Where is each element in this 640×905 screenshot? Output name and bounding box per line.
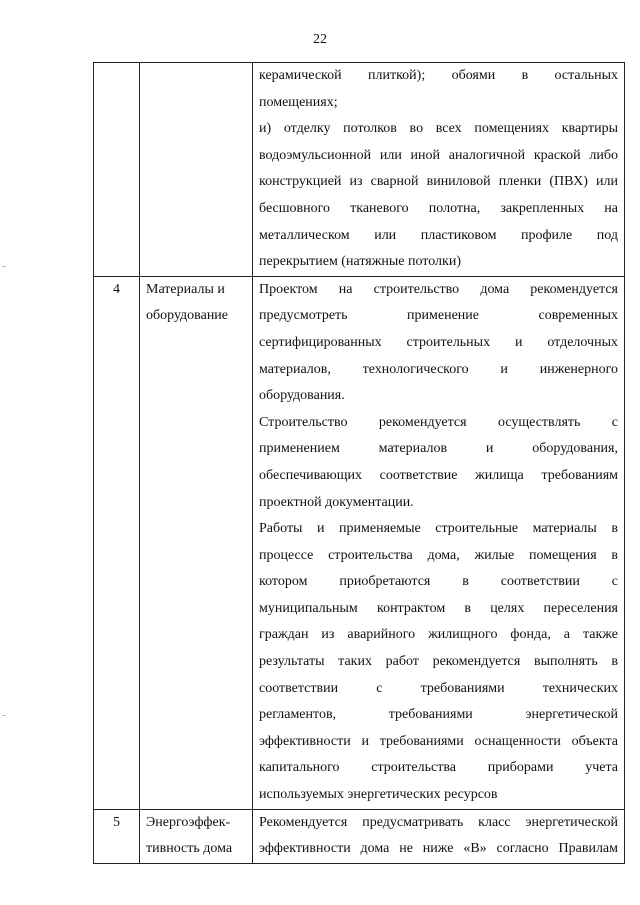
table-body <box>94 63 625 864</box>
description-line: бесшовного тканевого полотна, закрепленных на <box>259 200 618 216</box>
row-name-line: Материалы и <box>146 281 225 297</box>
row-number-cell <box>94 276 140 809</box>
row-number-cell <box>94 63 140 277</box>
row-description-cell <box>253 276 625 809</box>
description-line: обеспечивающих соответствие жилища требованиям <box>259 467 618 483</box>
description-line: эффективности и требованиями оснащенности объекта <box>259 733 618 749</box>
description-line: регламентов, требованиями энергетической <box>259 707 618 723</box>
description-paragraph <box>259 410 618 516</box>
margin-tick <box>2 266 6 267</box>
description-line: используемых энергетических ресурсов <box>259 787 498 803</box>
table-row <box>94 276 625 809</box>
margin-tick <box>2 715 6 716</box>
row-number-cell <box>94 809 140 863</box>
requirements-table <box>93 62 625 864</box>
description-line: муниципальным контрактом в целях переселения <box>259 600 618 616</box>
description-line: керамической плиткой); обоями в остальных <box>259 68 618 83</box>
row-name-cell <box>140 276 253 809</box>
description-line: капитального строительства приборами учета <box>259 760 618 776</box>
description-line: материалов, технологического и инженерного <box>259 361 618 377</box>
row-name-line: Энергоэффек- <box>146 814 231 830</box>
row-name-line: оборудование <box>146 307 229 323</box>
description-line: эффективности дома не ниже «В» согласно Правилам <box>259 841 618 857</box>
description-line: Рекомендуется предусматривать класс энергетической <box>259 814 618 830</box>
description-line: Работы и применяемые строительные материалы в <box>259 521 618 537</box>
description-line: соответствии с требованиями технических <box>259 680 618 696</box>
description-paragraph <box>259 810 618 863</box>
description-paragraph <box>259 277 618 410</box>
row-name-line: тивность дома <box>146 840 233 856</box>
row-name-cell <box>140 809 253 863</box>
description-line: граждан из аварийного жилищного фонда, а также <box>259 627 618 643</box>
description-line: предусмотреть применение современных <box>259 308 618 324</box>
description-line: и) отделку потолков во всех помещениях квартиры <box>259 121 618 137</box>
description-paragraph <box>259 63 618 276</box>
description-line: Проектом на строительство дома рекомендуется <box>259 281 618 297</box>
row-name-cell <box>140 63 253 277</box>
description-line: проектной документации. <box>259 494 414 510</box>
row-description-cell <box>253 809 625 863</box>
page-number: 22 <box>313 32 327 47</box>
description-line: котором приобретаются в соответствии с <box>259 574 618 590</box>
description-line: конструкцией из сварной виниловой пленки (ПВХ) или <box>259 174 618 190</box>
description-line: помещениях; <box>259 94 338 110</box>
description-line: водоэмульсионной или иной аналогичной краской либо <box>259 147 618 163</box>
table-row <box>94 809 625 863</box>
row-number: 5 <box>113 814 120 830</box>
description-paragraph <box>259 516 618 809</box>
row-number: 4 <box>113 281 120 297</box>
description-line: металлическом или пластиковом профиле под <box>259 227 618 243</box>
description-line: Строительство рекомендуется осуществлять с <box>259 414 618 430</box>
description-line: перекрытием (натяжные потолки) <box>259 254 461 270</box>
row-description-cell <box>253 63 625 277</box>
description-line: применением материалов и оборудования, <box>259 441 618 457</box>
description-line: сертифицированных строительных и отделочных <box>259 334 618 350</box>
description-line: процессе строительства дома, жилые помещения в <box>259 547 618 563</box>
description-line: результаты таких работ рекомендуется выполнять в <box>259 654 618 670</box>
description-line: оборудования. <box>259 388 345 404</box>
table-row <box>94 63 625 277</box>
